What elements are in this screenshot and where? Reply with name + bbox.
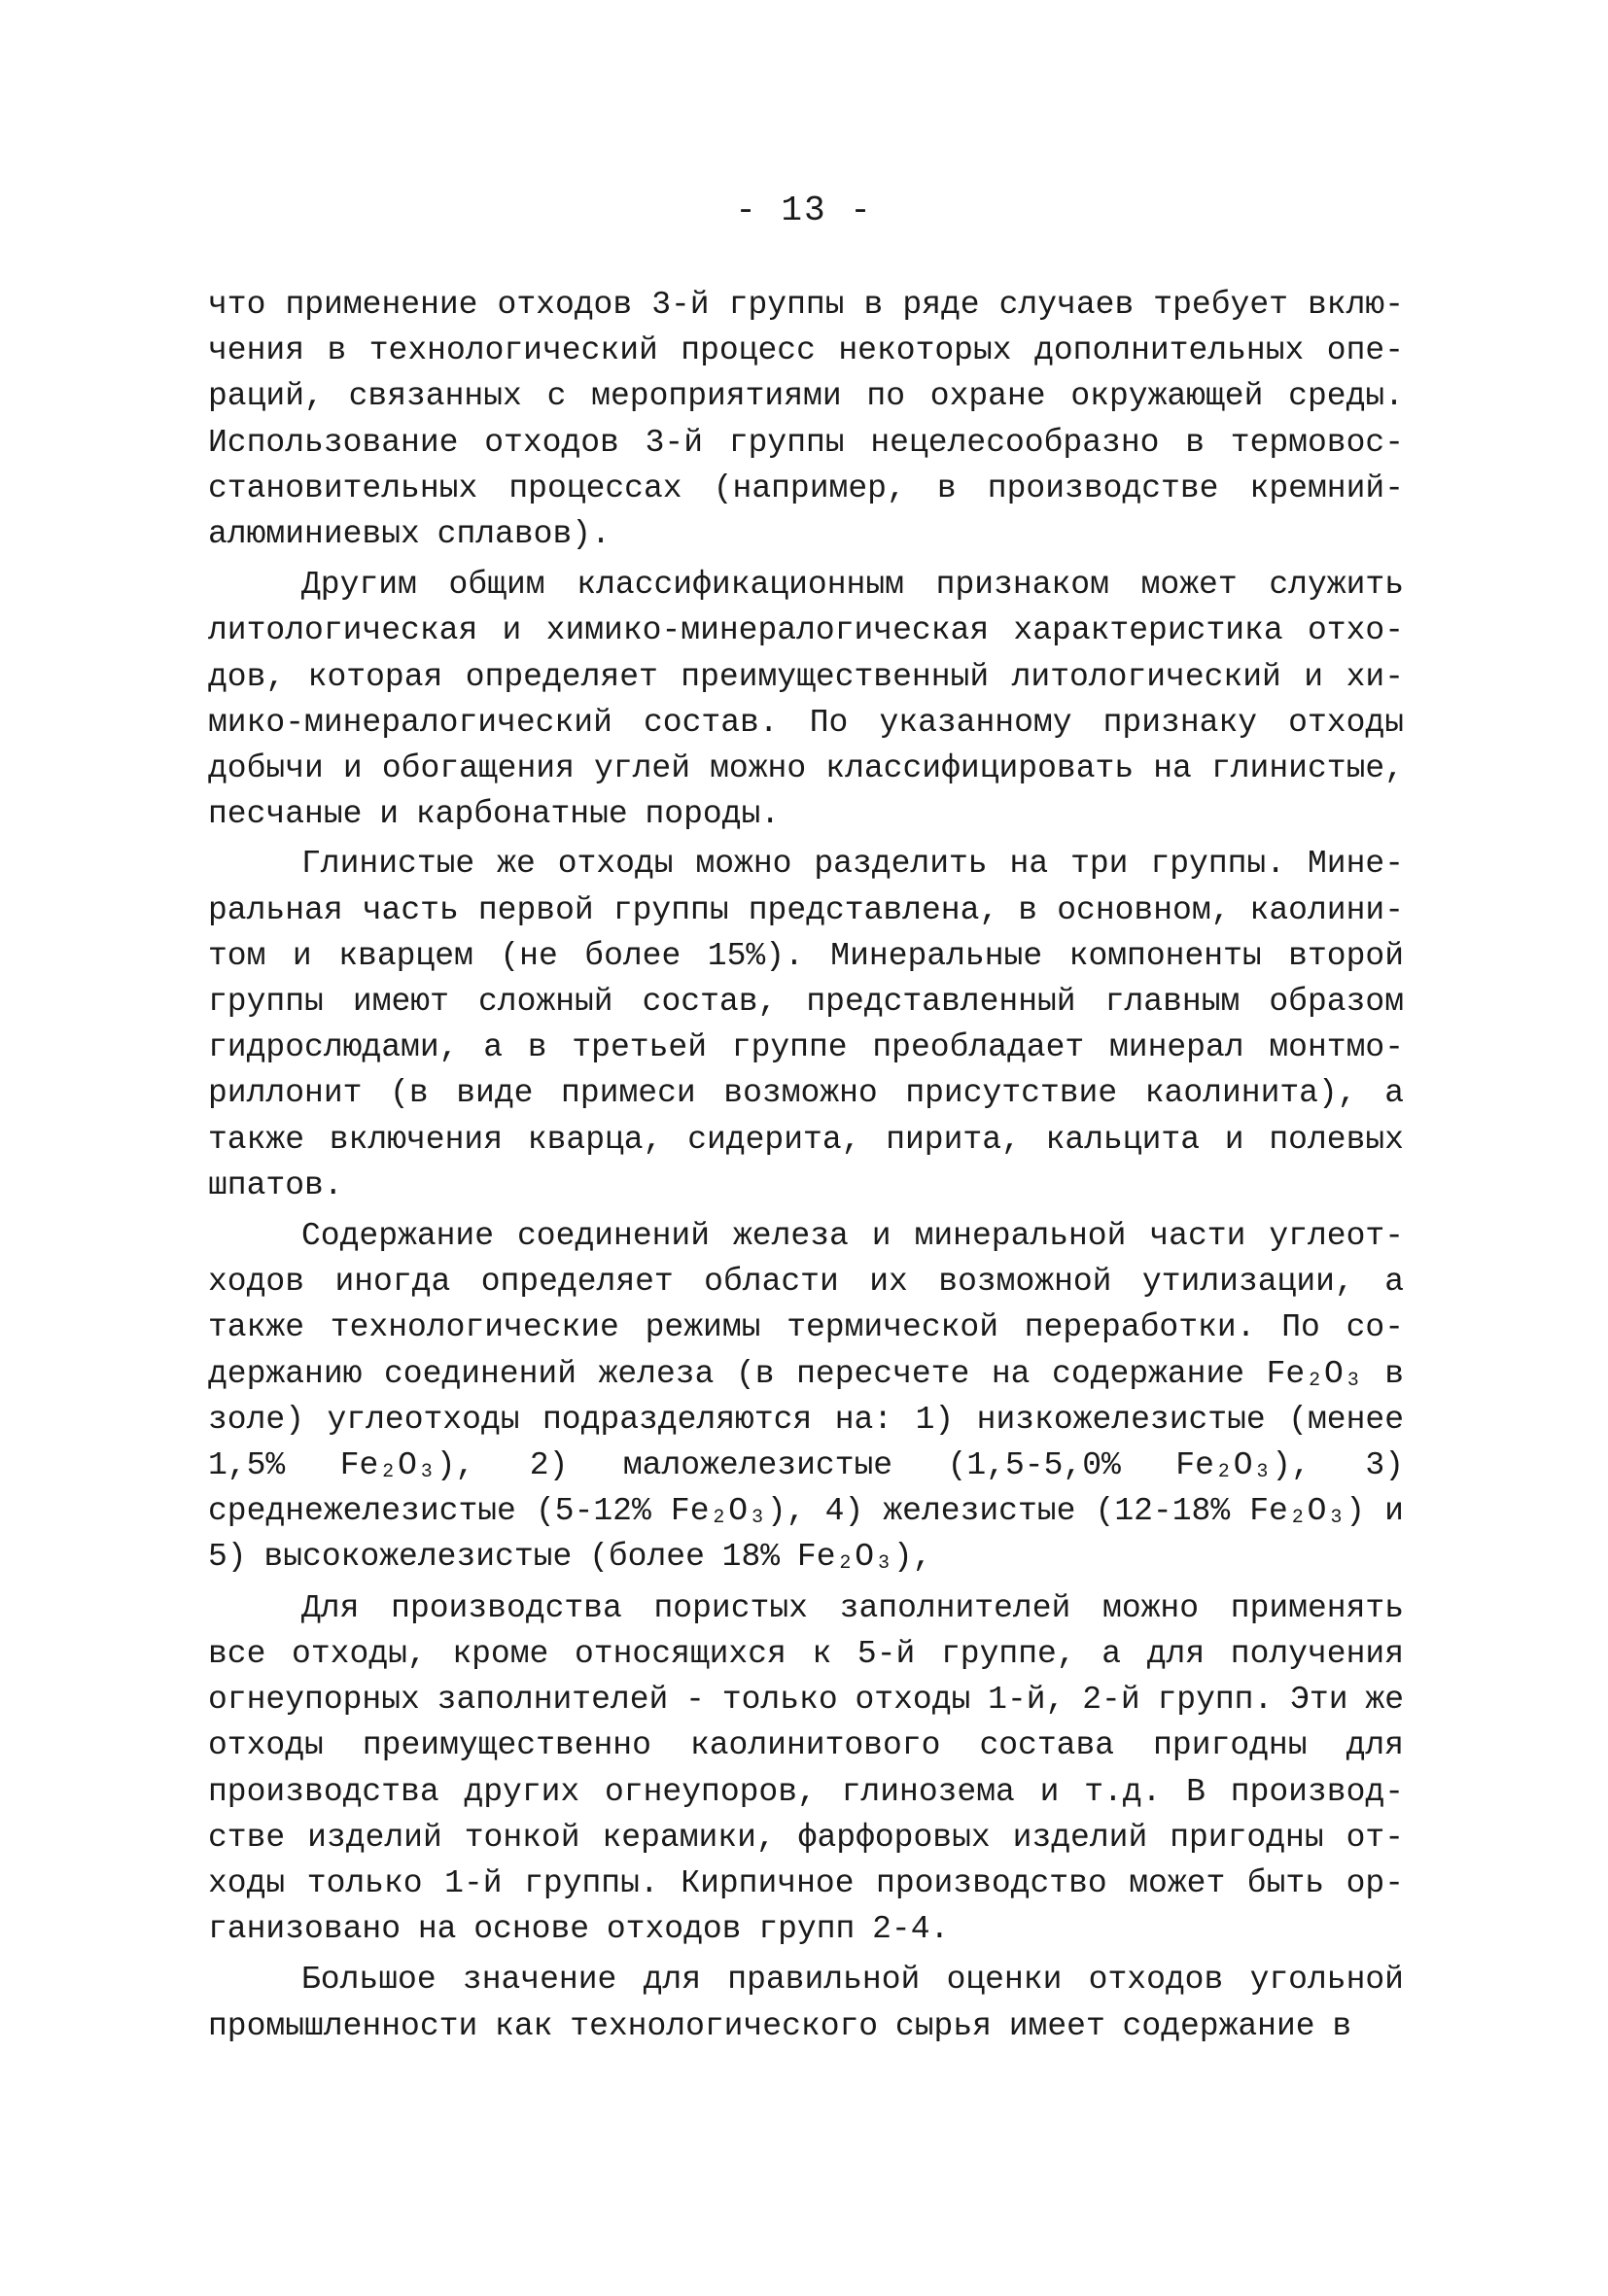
- paragraph-3: Глинистые же отходы можно разделить на три группы. Минеральная часть первой группы представлена, в основном, каолинитом и кварцем (не более 15%). Минеральные компоненты второй группы имеют сложный состав, представленный главным образом гидрослюдами, а в третьей группе преобладает минерал монтмориллонит (в виде примеси возможно присутствие каолинита), а также включения кварца, сидерита, пирита, кальцита и полевых шпатов.: [208, 846, 1404, 1203]
- document-body: [208, 282, 1404, 2054]
- paragraph-6: Большое значение для правильной оценки отходов угольной промышленности как технологического сырья имеет содержание в: [208, 1962, 1404, 2044]
- paragraph-5: Для производства пористых заполнителей можно применять все отходы, кроме относящихся к 5-й группе, а для получения огнеупорных заполнителей - только отходы 1-й, 2-й групп. Эти же отходы преимущественно каолинитового состава пригодны для производства других огнеупоров, глинозема и т.д. В производстве изделий тонкой керамики, фарфоровых изделий пригодны отходы только 1-й группы. Кирпичное производство может быть организовано на основе отходов групп 2-4.: [208, 1589, 1404, 1948]
- paragraph-4: Содержание соединений железа и минеральной части углеотходов иногда определяет области их возможной утилизации, а также технологические режимы термической переработки. По содержанию соединений железа (в пересчете на содержание Fe₂O₃ в золе) углеотходы подразделяются на: 1) низкожелезистые (менее 1,5% Fe₂O₃), 2) маложелезистые (1,5-5,0% Fe₂O₃), 3) среднежелезистые (5-12% Fe₂O₃), 4) железистые (12-18% Fe₂O₃) и 5) высокожелезистые (более 18% Fe₂O₃),: [208, 1218, 1404, 1576]
- paragraph-2: Другим общим классификационным признаком может служить литологическая и химико-минералогическая характеристика отходов, которая определяет преимущественный литологический и химико-минералогический состав. По указанному признаку отходы добычи и обогащения углей можно классифицировать на глинистые, песчаные и карбонатные породы.: [208, 567, 1404, 833]
- paragraph-1: что применение отходов 3-й группы в ряде случаев требует включения в технологический процесс некоторых дополнительных операций, связанных с мероприятиями по охране окружающей среды. Использование отходов 3-й группы нецелесообразно в термовосстановительных процессах (например, в производстве кремнийалюминиевых сплавов).: [208, 287, 1404, 553]
- page-number: - 13 -: [735, 191, 873, 230]
